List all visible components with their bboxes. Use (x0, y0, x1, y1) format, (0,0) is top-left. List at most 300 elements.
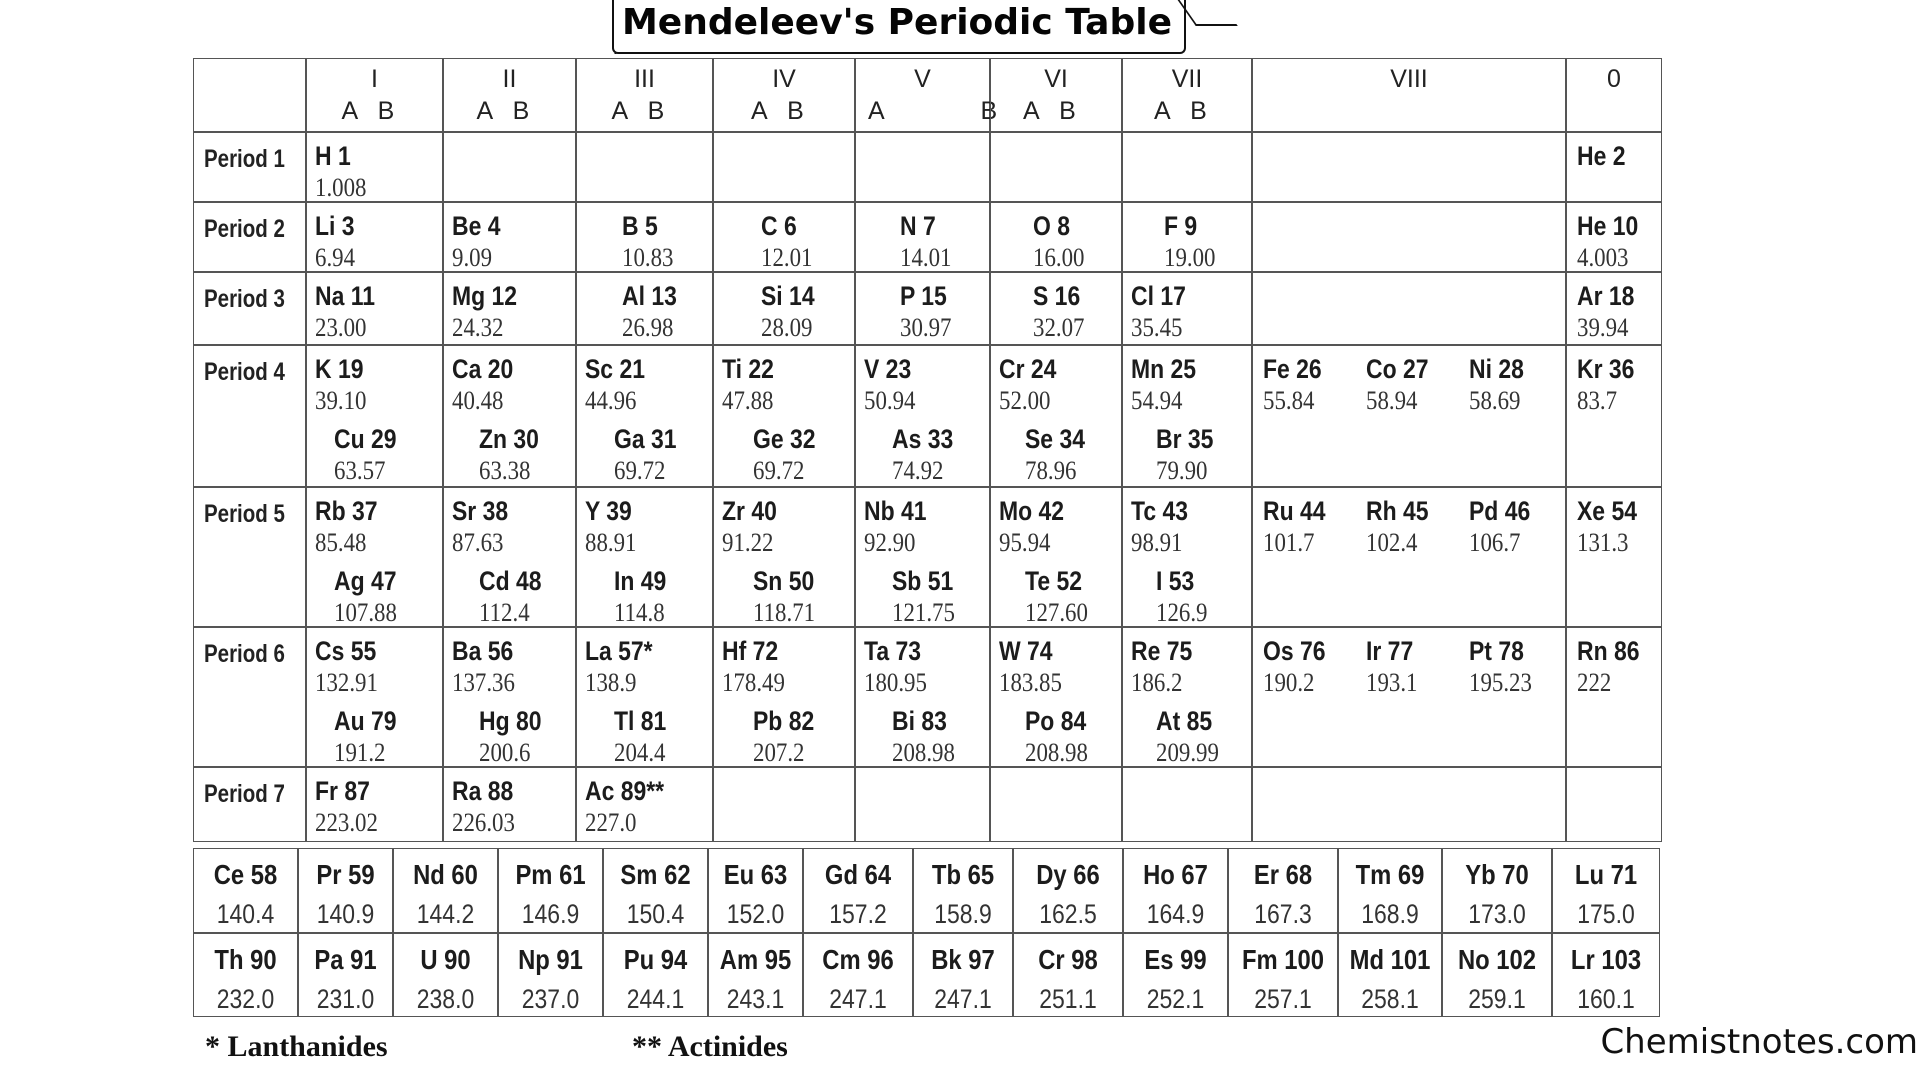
atomic-mass: 39.94 (1577, 313, 1629, 342)
lanthanide-cell (498, 848, 603, 933)
atomic-mass: 16.00 (1033, 243, 1085, 272)
actinide-cell (193, 933, 298, 1017)
period-label-cell (193, 345, 306, 487)
element-g3a (585, 778, 678, 836)
atomic-mass: 237.0 (521, 984, 580, 1014)
element-symbol: At 85 (1156, 706, 1213, 736)
element-symbol: Fe 26 (1263, 354, 1322, 384)
cell-p2-g3 (576, 202, 713, 272)
element-symbol: Tl 81 (613, 706, 666, 736)
group-numeral: IV (772, 65, 796, 93)
element-g6b (1025, 426, 1096, 484)
cell-p6-g2 (443, 627, 576, 767)
element-g3 (622, 213, 681, 271)
group-numeral: I (371, 65, 378, 93)
cell-p7-g0 (1566, 767, 1662, 842)
group-header-5 (855, 58, 998, 132)
element-symbol: Ir 77 (1366, 636, 1414, 666)
atomic-mass: 118.71 (753, 598, 816, 627)
subgroup-labels: A B (1023, 97, 1076, 125)
atomic-mass: 126.9 (1156, 598, 1208, 627)
group-header-2 (443, 58, 576, 132)
atomic-mass: 121.75 (891, 598, 955, 627)
element-symbol: Hf 72 (722, 636, 779, 666)
element-g7 (1164, 213, 1223, 271)
element-g2a (452, 283, 529, 341)
cell-p4-g4 (713, 345, 855, 487)
atomic-mass: 91.22 (722, 528, 774, 557)
element-symbol: Md 101 (1349, 944, 1431, 975)
atomic-mass: 50.94 (864, 386, 916, 415)
atomic-mass: 259.1 (1468, 984, 1526, 1014)
element-symbol: N 7 (899, 211, 936, 241)
subgroup-labels: A B (1154, 97, 1207, 125)
atomic-mass: 164.9 (1146, 899, 1205, 929)
element-g3b (614, 568, 676, 626)
element-g3a (585, 638, 665, 696)
cell-p1-g7 (1122, 132, 1252, 202)
atomic-mass: 167.3 (1254, 899, 1312, 929)
element-symbol: Rn 86 (1577, 636, 1640, 666)
element-symbol: Ra 88 (452, 776, 514, 806)
atomic-mass: 10.83 (621, 243, 673, 272)
element-g2a (452, 356, 524, 414)
element-symbol: Er 68 (1253, 859, 1313, 890)
element-g0 (1577, 498, 1648, 556)
element-symbol: Tc 43 (1131, 496, 1188, 526)
atomic-mass: 58.94 (1366, 386, 1418, 415)
group-numeral: 0 (1607, 65, 1621, 93)
element-g4a (722, 638, 794, 696)
actinide-cell (913, 933, 1013, 1017)
lanthanide-cell (1442, 848, 1552, 933)
lanthanide-cell (1123, 848, 1228, 933)
atomic-mass: 69.72 (613, 456, 665, 485)
element-symbol: Sn 50 (753, 566, 815, 596)
element-symbol: Re 75 (1131, 636, 1193, 666)
element-g8-1 (1366, 356, 1440, 414)
period-label-cell (193, 487, 306, 627)
element-symbol: H 1 (315, 141, 351, 171)
cell-p3-g1 (306, 272, 443, 345)
atomic-mass: 140.4 (216, 899, 275, 929)
lanthanide-cell (708, 848, 803, 933)
cell-p5-g6 (990, 487, 1122, 627)
element-symbol: Fm 100 (1241, 944, 1325, 975)
element-symbol: Pm 61 (515, 859, 586, 890)
element-g4a (722, 498, 787, 556)
cell-p2-g5 (855, 202, 990, 272)
element-symbol: Cu 29 (333, 424, 397, 454)
element-g3b (614, 426, 688, 484)
element-symbol: Ru 44 (1263, 496, 1326, 526)
atomic-mass: 252.1 (1146, 984, 1205, 1014)
cell-p3-g2 (443, 272, 576, 345)
cell-p4-g1 (306, 345, 443, 487)
element-g3a (585, 498, 644, 556)
group-header-7 (1122, 58, 1252, 132)
atomic-mass: 238.0 (416, 984, 475, 1014)
atomic-mass: 231.0 (316, 984, 375, 1014)
atomic-mass: 40.48 (452, 386, 504, 415)
element-symbol: Pt 78 (1469, 636, 1524, 666)
element-symbol: In 49 (613, 566, 666, 596)
element-g1a (315, 283, 386, 341)
atomic-mass: 243.1 (726, 984, 785, 1014)
atomic-mass: 209.99 (1156, 738, 1219, 767)
footnote-lanthanides: * Lanthanides (205, 1030, 388, 1063)
atomic-mass: 251.1 (1039, 984, 1097, 1014)
element-g2b (479, 568, 553, 626)
element-symbol: Ta 73 (864, 636, 921, 666)
atomic-mass: 150.4 (626, 899, 685, 929)
element-g6 (1033, 213, 1092, 271)
actinide-cell (708, 933, 803, 1017)
element-symbol: W 74 (999, 636, 1053, 666)
atomic-mass: 180.95 (864, 668, 927, 697)
cell-p6-g1 (306, 627, 443, 767)
atomic-mass: 26.98 (621, 313, 673, 342)
actinide-cell (298, 933, 393, 1017)
cell-p5-g3 (576, 487, 713, 627)
group-header-3 (576, 58, 713, 132)
lanthanide-cell (298, 848, 393, 933)
element-symbol: Hg 80 (478, 706, 542, 736)
element-symbol: He 2 (1577, 141, 1626, 171)
actinide-cell (1338, 933, 1442, 1017)
cell-p1-g0 (1566, 132, 1662, 202)
element-g8-0 (1263, 356, 1332, 414)
element-symbol: K 19 (315, 354, 364, 384)
element-symbol: Ga 31 (613, 424, 677, 454)
atomic-mass: 226.03 (452, 808, 515, 837)
atomic-mass: 24.32 (452, 313, 504, 342)
element-symbol: Sm 62 (620, 859, 691, 890)
atomic-mass: 247.1 (934, 984, 992, 1014)
element-symbol: Ar 18 (1577, 281, 1635, 311)
element-symbol: Sc 21 (585, 354, 645, 384)
element-symbol: Pb 82 (753, 706, 815, 736)
element-symbol: U 90 (420, 944, 471, 975)
element-g4b (753, 426, 827, 484)
element-g4b (753, 708, 825, 766)
cell-p4-g2 (443, 345, 576, 487)
element-g1b (334, 708, 408, 766)
element-symbol: Mn 25 (1131, 354, 1197, 384)
atomic-mass: 30.97 (899, 313, 951, 342)
element-symbol: Cr 24 (999, 354, 1057, 384)
element-g3a (585, 356, 656, 414)
atomic-mass: 158.9 (934, 899, 992, 929)
element-g6b (1025, 568, 1097, 626)
cell-p7-g8 (1252, 767, 1566, 842)
atomic-mass: 39.10 (315, 386, 367, 415)
element-g0 (1577, 356, 1645, 414)
period-label-cell (193, 272, 306, 345)
element-symbol: Ge 32 (753, 424, 816, 454)
cell-p4-g8 (1252, 345, 1566, 487)
atomic-mass: 79.90 (1156, 456, 1208, 485)
cell-p3-g3 (576, 272, 713, 345)
group-numeral: VIII (1390, 65, 1428, 93)
atomic-mass: 204.4 (613, 738, 665, 767)
element-g4a (722, 356, 783, 414)
cell-p5-g4 (713, 487, 855, 627)
element-symbol: S 16 (1033, 281, 1081, 311)
element-g8-1 (1366, 638, 1425, 696)
group-numeral: II (502, 65, 517, 93)
atomic-mass: 114.8 (613, 598, 665, 627)
element-symbol: Ba 56 (452, 636, 514, 666)
atomic-mass: 223.02 (315, 808, 378, 837)
footnote-actinides: ** Actinides (632, 1030, 788, 1063)
period-label: Period 6 (204, 640, 285, 668)
actinide-cell (393, 933, 498, 1017)
cell-p7-g6 (990, 767, 1122, 842)
cell-p5-g5 (855, 487, 990, 627)
cell-p1-g6 (990, 132, 1122, 202)
element-symbol: Fr 87 (315, 776, 370, 806)
actinide-cell (1228, 933, 1338, 1017)
element-g5b (892, 568, 964, 626)
cell-p1-g5 (855, 132, 990, 202)
header-corner (193, 58, 306, 132)
element-symbol: Ni 28 (1469, 354, 1524, 384)
element-g1b (334, 568, 408, 626)
atomic-mass: 152.0 (726, 899, 785, 929)
element-g2a (452, 638, 524, 696)
cell-p5-g1 (306, 487, 443, 627)
element-symbol: Ag 47 (333, 566, 397, 596)
element-symbol: Br 35 (1156, 424, 1214, 454)
element-g7b (1156, 708, 1228, 766)
lanthanide-cell (1013, 848, 1123, 933)
atomic-mass: 208.98 (891, 738, 955, 767)
element-g1b (334, 426, 408, 484)
atomic-mass: 58.69 (1469, 386, 1521, 415)
atomic-mass: 32.07 (1033, 313, 1085, 342)
element-symbol: Gd 64 (824, 859, 892, 890)
atomic-mass: 195.23 (1469, 668, 1532, 697)
cell-p4-g3 (576, 345, 713, 487)
element-g7b (1156, 568, 1215, 626)
atomic-mass: 12.01 (761, 243, 813, 272)
element-symbol: Eu 63 (723, 859, 788, 890)
cell-p6-g6 (990, 627, 1122, 767)
element-symbol: Bi 83 (891, 706, 947, 736)
subgroup-labels: A B (476, 97, 530, 125)
group-header-6 (990, 58, 1122, 132)
element-symbol: He 10 (1577, 211, 1639, 241)
atomic-mass: 85.48 (315, 528, 367, 557)
element-symbol: Rb 37 (315, 496, 378, 526)
element-symbol: Be 4 (452, 211, 501, 241)
element-symbol: Se 34 (1025, 424, 1085, 454)
atomic-mass: 92.90 (864, 528, 916, 557)
element-g7a (1131, 356, 1208, 414)
element-symbol: Cd 48 (478, 566, 542, 596)
cell-p5-g8 (1252, 487, 1566, 627)
element-symbol: Dy 66 (1036, 859, 1100, 890)
element-symbol: Tm 69 (1355, 859, 1425, 890)
element-symbol: Lr 103 (1570, 944, 1642, 975)
atomic-mass: 78.96 (1025, 456, 1077, 485)
element-symbol: Ac 89** (585, 776, 665, 806)
cell-p2-g2 (443, 202, 576, 272)
element-g0 (1577, 638, 1651, 696)
period-label: Period 5 (204, 500, 285, 528)
cell-p2-g1 (306, 202, 443, 272)
group-header-8 (1252, 58, 1566, 132)
lanthanide-cell (193, 848, 298, 933)
atomic-mass: 44.96 (585, 386, 637, 415)
atomic-mass: 168.9 (1361, 899, 1419, 929)
atomic-mass: 1.008 (315, 173, 367, 202)
element-g6b (1025, 708, 1097, 766)
element-g8-0 (1263, 638, 1337, 696)
cell-p4-g0 (1566, 345, 1662, 487)
element-symbol: Am 95 (719, 944, 792, 975)
element-symbol: Mo 42 (999, 496, 1065, 526)
element-g2a (452, 778, 524, 836)
actinide-cell (1123, 933, 1228, 1017)
atomic-mass: 244.1 (626, 984, 685, 1014)
atomic-mass: 144.2 (416, 899, 475, 929)
element-symbol: C 6 (761, 211, 797, 241)
subgroup-labels: A B (751, 97, 804, 125)
subgroup-labels: A B (868, 97, 998, 125)
element-g8-2 (1469, 498, 1541, 556)
element-symbol: Yb 70 (1465, 859, 1529, 890)
atomic-mass: 183.85 (999, 668, 1062, 697)
lanthanide-cell (1552, 848, 1660, 933)
group-numeral: VII (1171, 65, 1203, 93)
cell-p3-g4 (713, 272, 855, 345)
atomic-mass: 88.91 (585, 528, 637, 557)
cell-p3-g7 (1122, 272, 1252, 345)
cell-p2-g7 (1122, 202, 1252, 272)
element-symbol: Y 39 (585, 496, 632, 526)
element-g7b (1156, 426, 1224, 484)
element-symbol: Zr 40 (722, 496, 777, 526)
element-symbol: Tb 65 (931, 859, 995, 890)
element-symbol: Sr 38 (452, 496, 509, 526)
atomic-mass: 106.7 (1469, 528, 1521, 557)
element-symbol: Ho 67 (1143, 859, 1208, 890)
actinide-cell (1552, 933, 1660, 1017)
element-symbol: B 5 (621, 211, 658, 241)
atomic-mass: 127.60 (1025, 598, 1088, 627)
element-g1a (315, 213, 362, 271)
group-header-1 (306, 58, 443, 132)
atomic-mass: 63.57 (333, 456, 385, 485)
element-symbol: O 8 (1033, 211, 1071, 241)
cell-p5-g7 (1122, 487, 1252, 627)
element-symbol: Xe 54 (1577, 496, 1637, 526)
element-symbol: Lu 71 (1574, 859, 1638, 890)
element-symbol: Mg 12 (452, 281, 518, 311)
element-symbol: Cm 96 (822, 944, 894, 975)
cell-p7-g7 (1122, 767, 1252, 842)
watermark: Chemistnotes.com (1600, 1022, 1918, 1062)
atomic-mass: 28.09 (761, 313, 813, 342)
element-symbol: La 57* (585, 636, 653, 666)
element-symbol: Rh 45 (1366, 496, 1429, 526)
atomic-mass: 137.36 (452, 668, 515, 697)
element-g1a (315, 143, 374, 201)
element-g1a (315, 638, 387, 696)
element-symbol: Es 99 (1144, 944, 1207, 975)
element-symbol: P 15 (899, 281, 947, 311)
element-g2a (452, 498, 518, 556)
atomic-mass: 19.00 (1164, 243, 1216, 272)
period-label: Period 7 (204, 780, 285, 808)
element-symbol: Na 11 (315, 281, 375, 311)
element-symbol: I 53 (1156, 566, 1195, 596)
element-symbol: Np 91 (518, 944, 583, 975)
atomic-mass: 52.00 (999, 386, 1051, 415)
atomic-mass: 98.91 (1131, 528, 1183, 557)
cell-p2-g4 (713, 202, 855, 272)
group-numeral: III (634, 65, 655, 93)
atomic-mass: 69.72 (753, 456, 805, 485)
period-label: Period 4 (204, 358, 285, 386)
element-symbol: Cs 55 (315, 636, 377, 666)
element-g4 (761, 283, 824, 341)
atomic-mass: 162.5 (1039, 899, 1097, 929)
group-numeral: VI (1044, 65, 1068, 93)
element-g3 (622, 283, 687, 341)
atomic-mass: 35.45 (1131, 313, 1183, 342)
atomic-mass: 257.1 (1254, 984, 1312, 1014)
group-header-9 (1566, 58, 1662, 132)
cell-p6-g0 (1566, 627, 1662, 767)
atomic-mass: 222 (1577, 668, 1612, 697)
element-g2b (479, 426, 550, 484)
cell-p7-g5 (855, 767, 990, 842)
atomic-mass: 138.9 (585, 668, 637, 697)
cell-p7-g3 (576, 767, 713, 842)
element-symbol: Os 76 (1263, 636, 1326, 666)
element-g1a (315, 356, 374, 414)
cell-p1-g4 (713, 132, 855, 202)
element-symbol: V 23 (864, 354, 912, 384)
cell-p6-g3 (576, 627, 713, 767)
cell-p3-g5 (855, 272, 990, 345)
atomic-mass: 175.0 (1577, 899, 1635, 929)
element-g5a (864, 498, 938, 556)
period-label-cell (193, 767, 306, 842)
cell-p3-g8 (1252, 272, 1566, 345)
cell-p6-g8 (1252, 627, 1566, 767)
atomic-mass: 200.6 (478, 738, 530, 767)
element-g6 (1033, 283, 1092, 341)
atomic-mass: 190.2 (1263, 668, 1315, 697)
cell-p3-g6 (990, 272, 1122, 345)
element-g2a (452, 213, 509, 271)
cell-p1-g2 (443, 132, 576, 202)
element-symbol: Cr 98 (1038, 944, 1098, 975)
element-symbol: Nb 41 (864, 496, 927, 526)
element-g8-2 (1469, 638, 1541, 696)
element-symbol: As 33 (891, 424, 953, 454)
atomic-mass: 47.88 (722, 386, 774, 415)
element-g0 (1577, 213, 1649, 271)
actinide-cell (1013, 933, 1123, 1017)
element-symbol: Ce 58 (213, 859, 278, 890)
element-symbol: Sb 51 (891, 566, 953, 596)
cell-p2-g8 (1252, 202, 1566, 272)
